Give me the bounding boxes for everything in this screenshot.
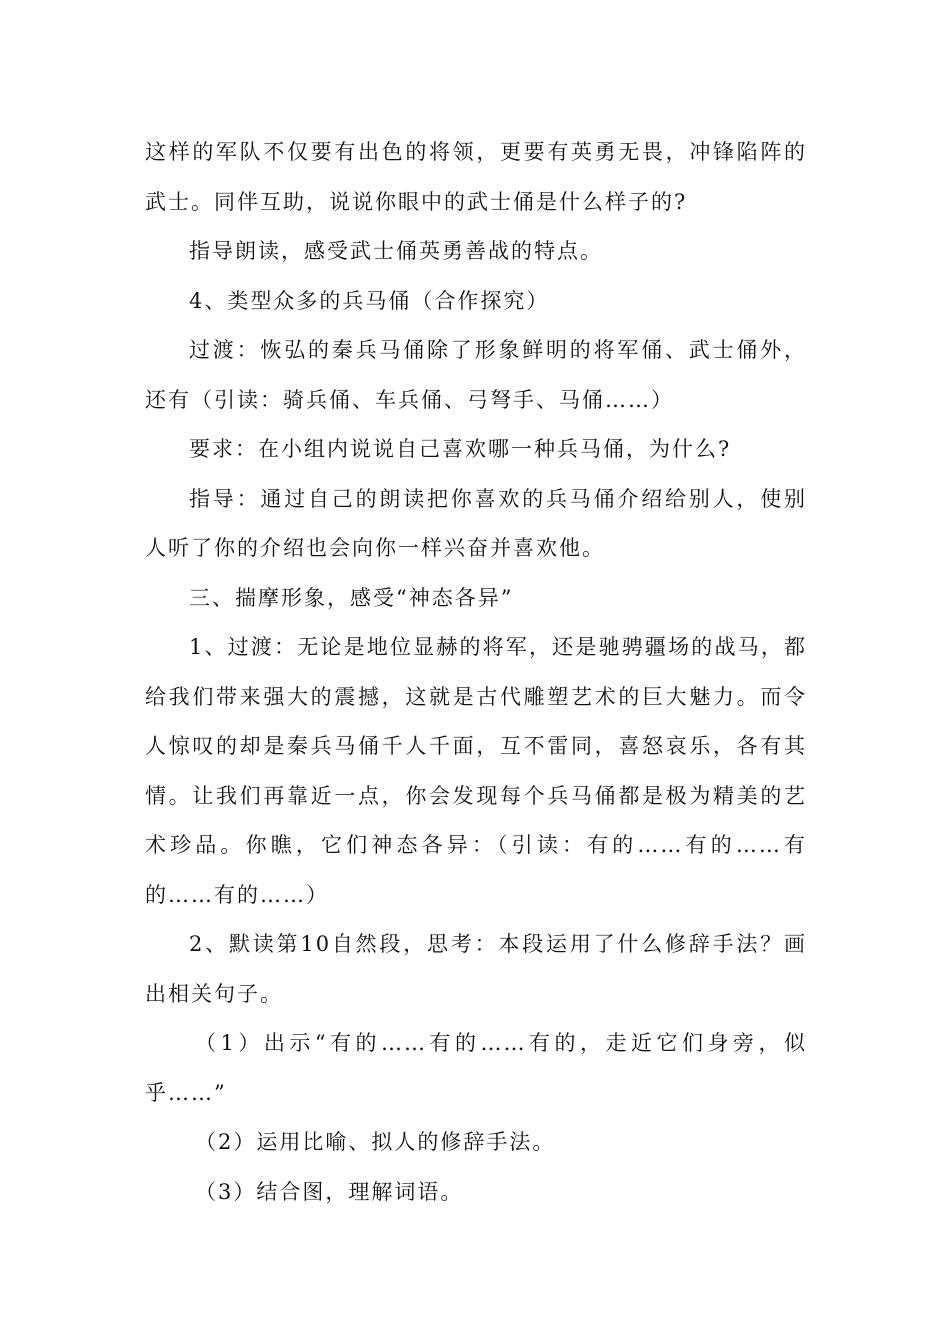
- paragraph-transition: 过渡：恢弘的秦兵马俑除了形象鲜明的将军俑、武士俑外，还有（引读：骑兵俑、车兵俑、弓弩手、马俑……）: [145, 338, 807, 412]
- paragraph-silent-reading: 2、默读第10自然段，思考：本段运用了什么修辞手法？画出相关句子。: [145, 932, 807, 1006]
- list-item-1: （1）出示“有的……有的……有的，走近它们身旁，似乎……”: [145, 1031, 807, 1105]
- list-item-3: （3）结合图，理解词语。: [195, 1179, 464, 1204]
- paragraph-reading-guidance: 指导朗读，感受武士俑英勇善战的特点。: [189, 239, 603, 263]
- list-item-2: （2）运用比喻、拟人的修辞手法。: [195, 1130, 556, 1154]
- paragraph-continuation: 这样的军队不仅要有出色的将领，更要有英勇无畏，冲锋陷阵的武士。同伴互助，说说你眼中的武士俑是什么样子的?: [145, 140, 807, 214]
- paragraph-requirement: 要求：在小组内说说自己喜欢哪一种兵马俑，为什么?: [189, 437, 732, 461]
- paragraph-guidance: 指导：通过自己的朗读把你喜欢的兵马俑介绍给别人，使别人听了你的介绍也会向你一样兴奋并喜欢他。: [145, 486, 807, 560]
- document-body: [145, 128, 807, 1217]
- section-heading-3: 三、揣摩形象，感受“神态各异”: [189, 585, 514, 610]
- paragraph-transition-1: 1、过渡：无论是地位显赫的将军，还是驰骋疆场的战马，都给我们带来强大的震撼，这就是古代雕塑艺术的巨大魅力。而令人惊叹的却是秦兵马俑千人千面，互不雷同，喜怒哀乐，各有其情。让我们再靠近一点，你会发现每个兵马俑都是极为精美的艺术珍品。你瞧，它们神态各异：（引读：有的……有的……有的……有的……）: [145, 635, 807, 907]
- section-heading-4: 4、类型众多的兵马俑（合作探究）: [189, 288, 550, 313]
